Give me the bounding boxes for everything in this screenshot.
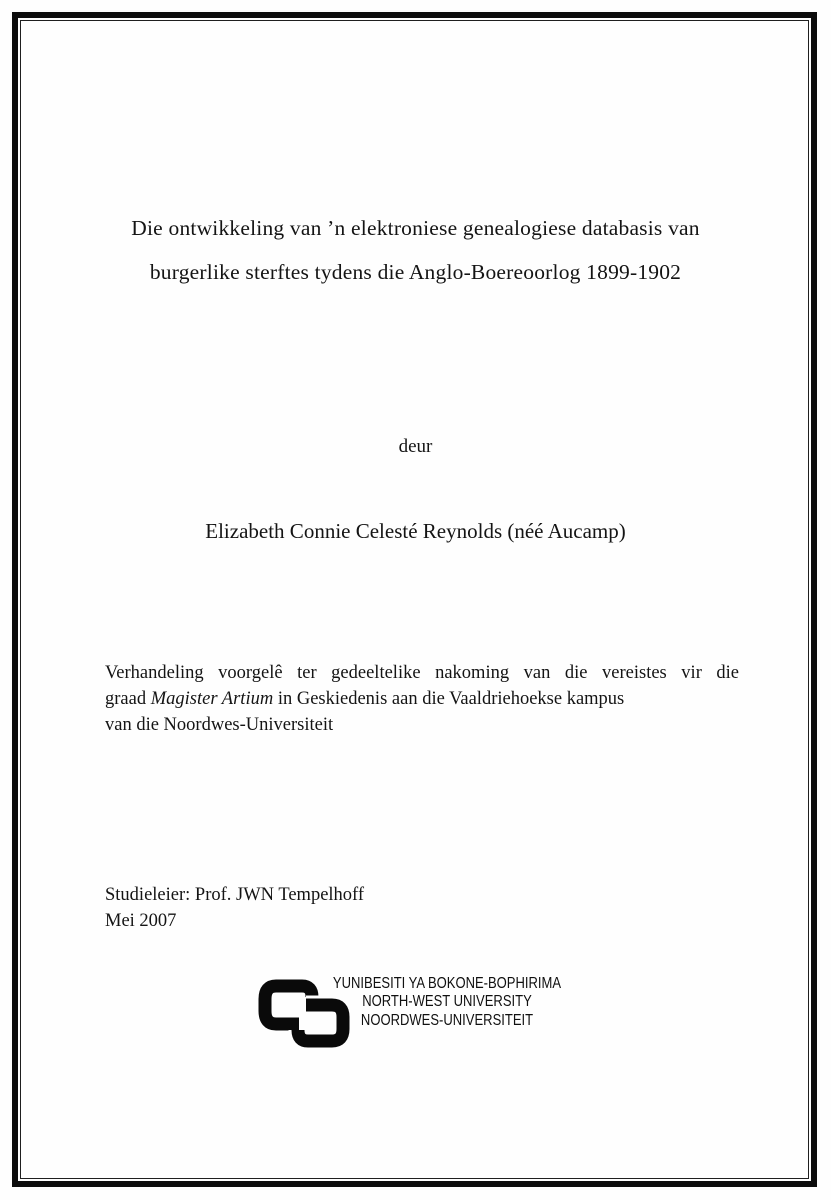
thesis-title: [0, 206, 831, 294]
degree-statement-line3: van die Noordwes-Universiteit: [105, 715, 334, 735]
supervisor-block: [105, 882, 364, 934]
degree-statement: [105, 660, 739, 738]
university-logo-text: [321, 975, 573, 1030]
thesis-title-line2: burgerlike sterftes tydens die Anglo-Boereoorlog 1899-1902: [149, 260, 682, 284]
degree-name-italic: Magister Artium: [150, 689, 274, 709]
thesis-title-line1: Die ontwikkeling van ’n elektroniese genealogiese databasis van: [131, 216, 700, 240]
university-logo: [252, 966, 592, 1066]
byline: deur: [398, 436, 433, 457]
author-name: Elizabeth Connie Celesté Reynolds (néé Aucamp): [205, 519, 626, 543]
degree-statement-line2-suffix: in Geskiedenis aan die Vaaldriehoekse kampus: [273, 689, 625, 709]
logo-text-afrikaans: NOORDWES-UNIVERSITEIT: [360, 1011, 534, 1029]
degree-statement-line2-prefix: graad: [105, 689, 151, 709]
degree-statement-line1: Verhandeling voorgelê ter gedeeltelike nakoming van die vereistes vir die: [105, 663, 739, 683]
logo-text-english: NORTH-WEST UNIVERSITY: [362, 993, 532, 1011]
date-line: Mei 2007: [105, 911, 177, 931]
logo-text-setswana: YUNIBESITI YA BOKONE-BOPHIRIMA: [332, 975, 562, 992]
supervisor-line: Studieleier: Prof. JWN Tempelhoff: [105, 885, 365, 905]
degree-statement-line2: [105, 686, 739, 712]
